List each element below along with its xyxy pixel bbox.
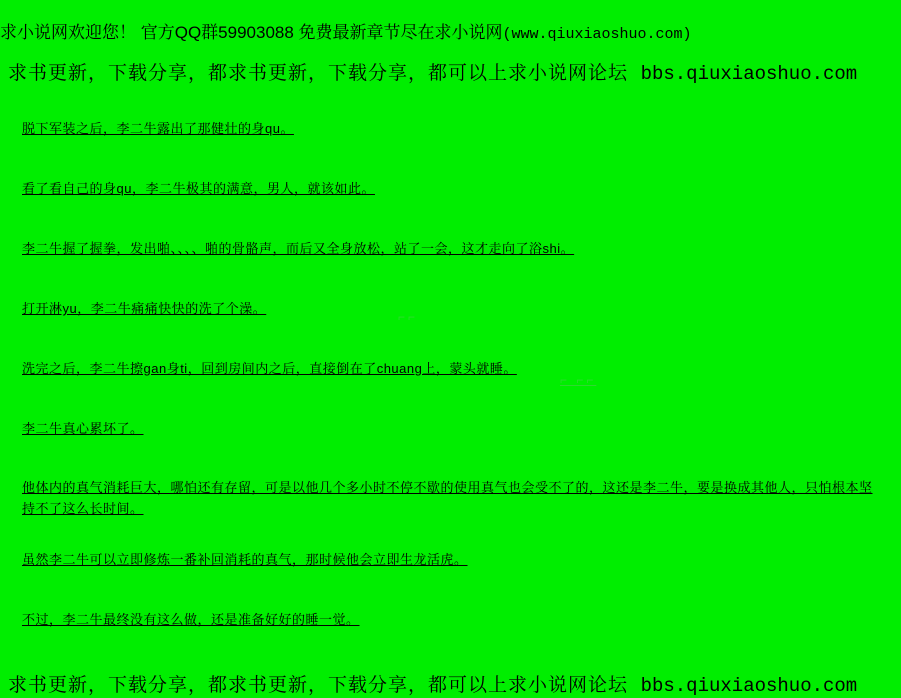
paragraph: 李二牛握了握拳，发出啪、、、、啪的骨骼声，而后又全身放松，站了一会，这才走向了浴shi。	[22, 241, 575, 256]
paragraph: 洗完之后，李二牛擦gan身ti，回到房间内之后，直接倒在了chuang上，蒙头就睡。	[22, 361, 517, 376]
novel-body	[22, 118, 882, 669]
paragraph: 脱下军装之后，李二牛露出了那健壮的身qu。	[22, 121, 294, 136]
promo-text-bottom: 求书更新，下载分享，都求书更新，下载分享，都可以上求小说网论坛	[8, 675, 629, 696]
paragraph: 不过，李二牛最终没有这么做，还是准备好好的睡一觉。	[22, 612, 360, 627]
paragraph: 看了看自己的身qu，李二牛极其的满意，男人，就该如此。	[22, 181, 375, 196]
watermark-artifact-1: ⌐⌐	[398, 310, 419, 324]
paragraph: 打开淋yu，李二牛痛痛快快的洗了个澡。	[22, 301, 267, 316]
promo-banner-bottom	[8, 670, 901, 697]
welcome-text: 求小说网欢迎您！ 官方QQ群59903088 免费最新章节尽在求小说网	[0, 23, 503, 42]
paragraph: 他体内的真气消耗巨大，哪怕还有存留，可是以他几个多小时不停不歇的使用真气也会受不了的，这还是李二牛，要是换成其他人，只怕根本坚持不了这么长时间。	[22, 480, 873, 516]
paragraph: 李二牛真心累坏了。	[22, 421, 144, 436]
promo-text-top: 求书更新，下载分享，都求书更新，下载分享，都可以上求小说网论坛	[8, 63, 629, 84]
promo-banner-top	[8, 58, 901, 85]
promo-site-bottom: bbs.qiuxiaoshuo.com	[640, 675, 858, 697]
welcome-url: (www.qiuxiaoshuo.com)	[502, 26, 692, 43]
watermark-artifact-2: ⌐ ⌐⌐	[560, 373, 597, 387]
promo-site-top: bbs.qiuxiaoshuo.com	[640, 63, 858, 85]
site-welcome-banner	[0, 18, 901, 43]
paragraph: 虽然李二牛可以立即修炼一番补回消耗的真气，那时候他会立即生龙活虎。	[22, 552, 468, 567]
